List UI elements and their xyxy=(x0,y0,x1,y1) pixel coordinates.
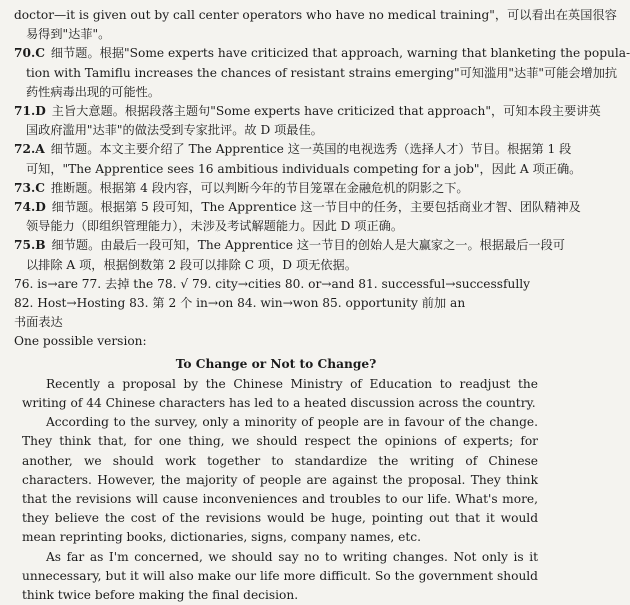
answer-text: 领导能力（即组织管理能力），未涉及考试解题能力。因此 D 项正确。 xyxy=(26,219,404,234)
essay-paragraph: Recently a proposal by the Chinese Ministry of Education to readjust the writing of 44 Chinese characters has led to a heated discussion across the country. xyxy=(22,376,538,411)
answer-text: tion with Tamiflu increases the chances of resistant strains emerging"可知滥用"达菲"可能会增加抗 xyxy=(26,65,618,80)
answer-text: 推断题。根据第 4 段内容，可以判断今年的节目笼罩在金融危机的阴影之下。 xyxy=(50,180,469,195)
answer-item xyxy=(14,140,572,159)
answer-continuation-line: doctor—it is given out by call center operators who have no medical training"，可以看出在英国很容 xyxy=(14,8,617,22)
correction-line: 82. Host→Hosting 83. 第 2 个 in→on 84. win→won 85. opportunity 前加 an xyxy=(14,296,466,311)
answer-letter: D xyxy=(35,104,46,119)
answer-continuation-line: 易得到"达菲"。 xyxy=(26,27,111,42)
answer-letter: B xyxy=(35,238,46,253)
answer-item-continuation xyxy=(14,217,538,236)
answer-text: 药性病毒出现的可能性。 xyxy=(26,84,161,99)
answer-text: 细节题。根据"Some experts have criticized that approach, warning that blanketing the popula- xyxy=(50,46,630,61)
answer-text: 可知，"The Apprentice sees 16 ambitious individuals competing for a job"，因此 A 项正确。 xyxy=(26,161,582,176)
answer-letter: A xyxy=(35,142,45,157)
essay-paragraph: According to the survey, only a minority of people are in favour of the change. They think that, for one thing, we should respect the opinions of experts; for another, we should work together to standardize the writing of Chinese characters. However, the majority of people are against the proposal. They think that the revisions will cause inconveniences and troubles to our life. What's more, they believe the cost of the revisions would be huge, pointing out that it would mean reprinting books, dictionaries, signs, company names, etc. xyxy=(22,415,538,545)
answer-text: 细节题。根据第 5 段可知，The Apprentice 这一节目中的任务，主要包括商业才智、团队精神及 xyxy=(51,200,581,215)
answer-number: 70. xyxy=(14,46,36,61)
answer-item xyxy=(14,179,538,198)
essay-paragraph: As far as I'm concerned, we should say no to writing changes. Not only is it unnecessary, but it will also make our life more difficult. So the government should think twice before making the final decision. xyxy=(22,549,538,603)
answer-item xyxy=(14,44,630,63)
version-label: One possible version: xyxy=(14,334,147,349)
answer-letter: C xyxy=(35,46,45,61)
correction-line: 76. is→are 77. 去掉 the 78. √ 79. city→cities 80. or→and 81. successful→successfully xyxy=(14,276,531,291)
answer-text: 以排除 A 项，根据倒数第 2 段可以排除 C 项，D 项无依据。 xyxy=(26,257,357,272)
answer-item xyxy=(14,198,581,217)
answer-number: 73. xyxy=(14,180,36,195)
answer-item-continuation xyxy=(14,256,538,275)
answer-number: 75. xyxy=(14,238,36,253)
answer-list xyxy=(14,44,630,274)
answer-text: 细节题。由最后一段可知，The Apprentice 这一节目的创始人是大赢家之一。根据最后一段可 xyxy=(51,238,565,253)
answer-text: 主旨大意题。根据段落主题句"Some experts have criticized that approach"，可知本段主要讲英 xyxy=(51,104,601,119)
answer-letter: D xyxy=(35,200,46,215)
answer-letter: C xyxy=(35,180,45,195)
answer-item xyxy=(14,236,565,255)
answer-item-continuation xyxy=(14,64,618,83)
answer-number: 72. xyxy=(14,142,36,157)
answer-item-continuation xyxy=(14,83,538,102)
essay-body xyxy=(14,375,538,605)
writing-heading: 书面表达 xyxy=(14,315,63,330)
answer-text: 细节题。本文主要介绍了 The Apprentice 这一英国的电视选秀（选择人才）节目。根据第 1 段 xyxy=(50,142,572,157)
answer-number: 71. xyxy=(14,104,36,119)
answer-text: 国政府滥用"达菲"的做法受到专家批评。故 D 项最佳。 xyxy=(26,123,323,138)
answer-item xyxy=(14,102,601,121)
essay-title: To Change or Not to Change? xyxy=(175,356,377,371)
answer-number: 74. xyxy=(14,200,36,215)
answer-item-continuation xyxy=(14,160,582,179)
answer-item-continuation xyxy=(14,121,538,140)
